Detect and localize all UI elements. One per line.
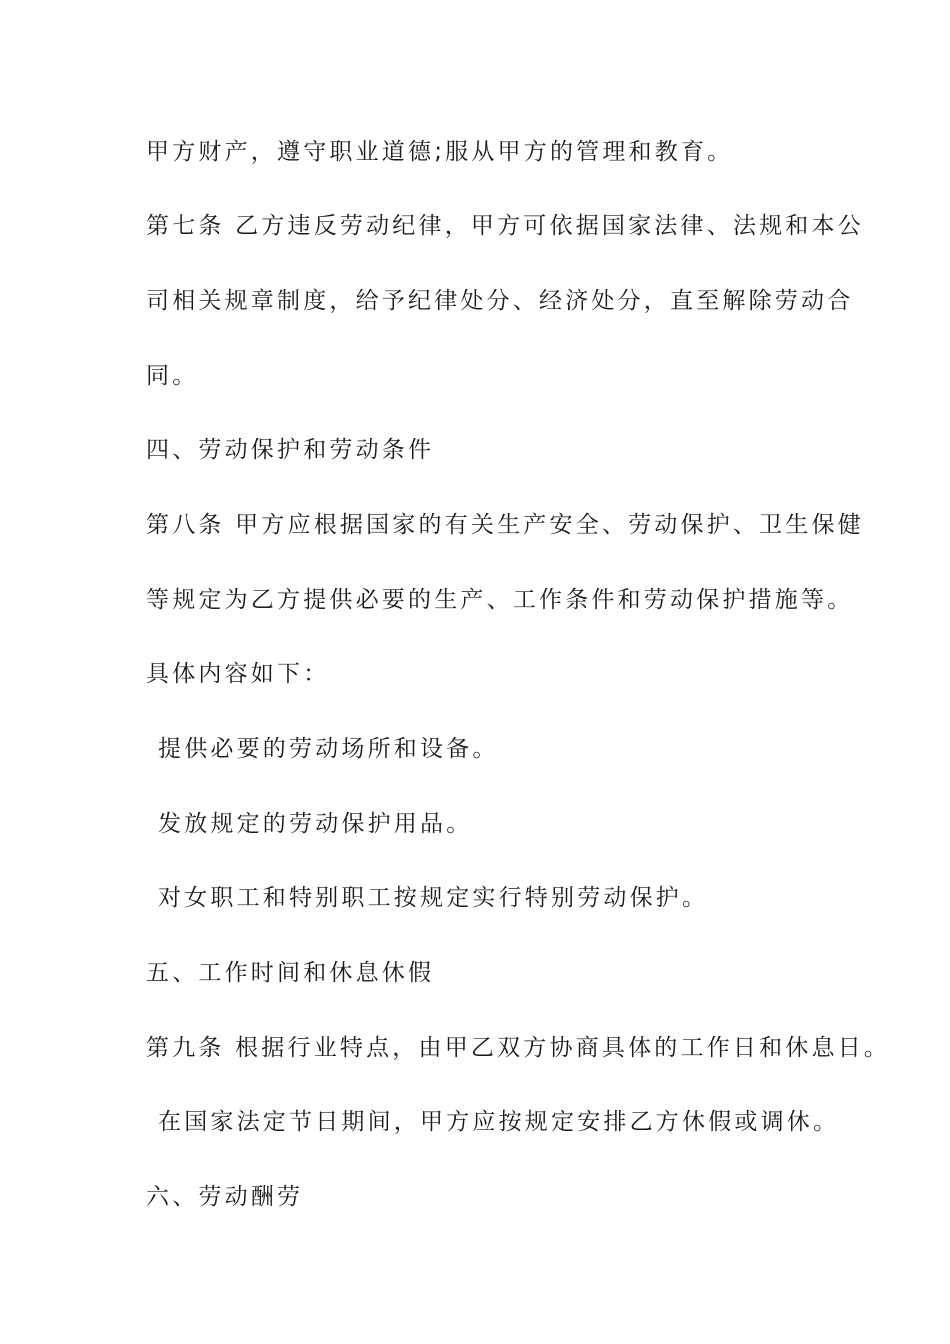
article-7-line-3: 同。 xyxy=(146,363,199,389)
section-heading-6: 六、劳动酬劳 xyxy=(146,1184,304,1210)
section-heading-5: 五、工作时间和休息休假 xyxy=(146,960,435,986)
section-heading-4: 四、劳动保护和劳动条件 xyxy=(146,437,435,463)
article-8-line-3: 具体内容如下： xyxy=(146,661,330,687)
article-7-line-1: 第七条 乙方违反劳动纪律，甲方可依据国家法律、法规和本公 xyxy=(146,213,864,239)
list-item: 发放规定的劳动保护用品。 xyxy=(158,811,473,837)
article-8-line-1: 第八条 甲方应根据国家的有关生产安全、劳动保护、卫生保健 xyxy=(146,512,864,538)
list-item: 提供必要的劳动场所和设备。 xyxy=(158,736,499,762)
article-8-line-2: 等规定为乙方提供必要的生产、工作条件和劳动保护措施等。 xyxy=(146,587,854,613)
list-item: 对女职工和特别职工按规定实行特别劳动保护。 xyxy=(158,885,709,911)
paragraph-line: 甲方财产，遵守职业道德;服从甲方的管理和教育。 xyxy=(146,139,734,165)
article-9-line-2: 在国家法定节日期间，甲方应按规定安排乙方休假或调休。 xyxy=(158,1109,840,1135)
article-9-line-1: 第九条 根据行业特点，由甲乙双方协商具体的工作日和休息日。 xyxy=(146,1035,891,1061)
article-7-line-2: 司相关规章制度，给予纪律处分、经济处分，直至解除劳动合 xyxy=(146,288,854,314)
